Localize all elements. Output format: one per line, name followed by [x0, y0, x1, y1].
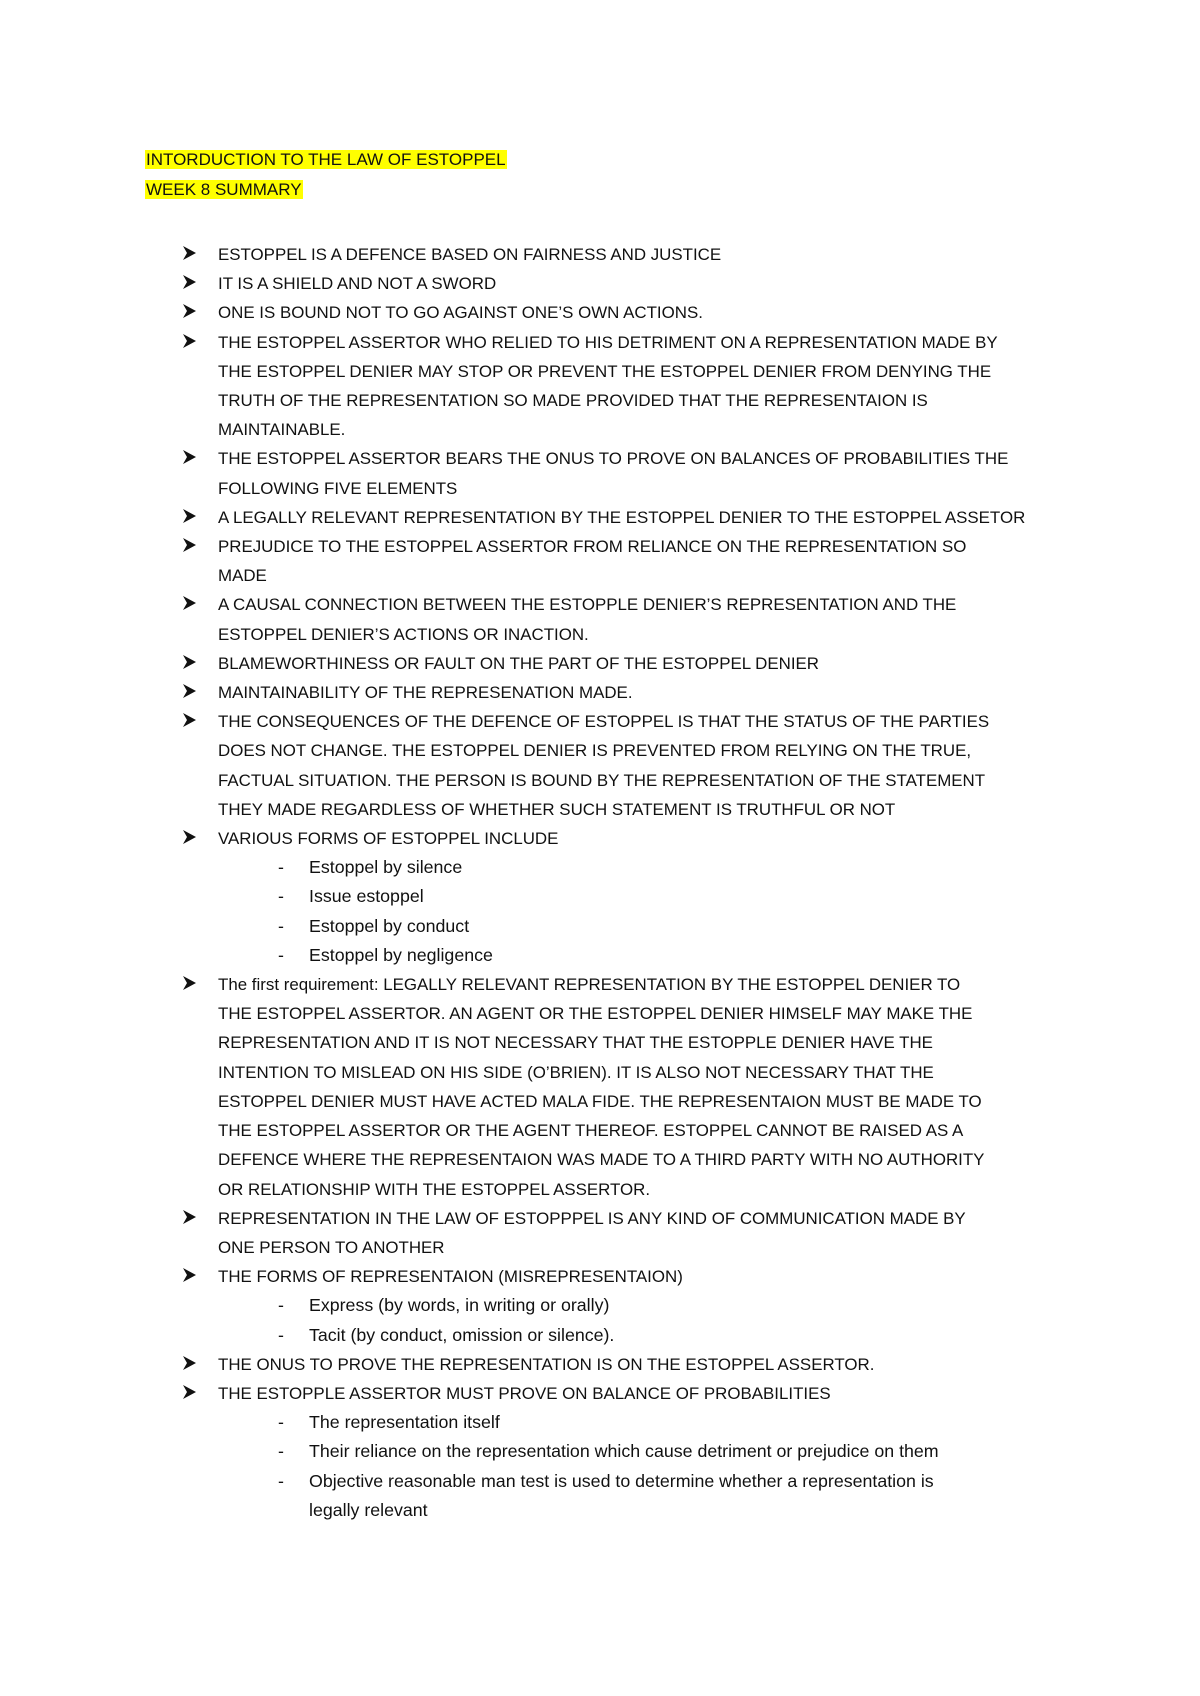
document-title	[145, 148, 507, 172]
title-text: INTORDUCTION TO THE LAW OF ESTOPPEL	[146, 150, 506, 169]
dash-bullet-icon: -	[278, 1441, 284, 1462]
sub-item-text-line: Their reliance on the representation which cause detriment or prejudice on them	[309, 1441, 939, 1462]
item-text-line: OR RELATIONSHIP WITH THE ESTOPPEL ASSERTOR.	[218, 1179, 651, 1199]
sub-item-text-line: Estoppel by conduct	[309, 915, 470, 936]
item-text-line: FACTUAL SITUATION. THE PERSON IS BOUND BY THE REPRESENTATION OF THE STATEMENT	[218, 770, 986, 790]
arrowhead-bullet-icon	[183, 679, 196, 708]
dash-bullet-icon: -	[278, 1295, 284, 1316]
item-text-line: DOES NOT CHANGE. THE ESTOPPEL DENIER IS PREVENTED FROM RELYING ON THE TRUE,	[218, 741, 972, 761]
item-text-line: A CAUSAL CONNECTION BETWEEN THE ESTOPPLE DENIER’S REPRESENTATION AND THE	[218, 595, 957, 615]
item-text-line: MAINTAINABLE.	[218, 420, 346, 440]
summary-list-item	[145, 240, 1080, 269]
sub-list-item	[145, 853, 1080, 882]
sub-list-item	[145, 1408, 1080, 1437]
summary-list-item	[145, 269, 1080, 298]
item-text-line: FOLLOWING FIVE ELEMENTS	[218, 478, 458, 498]
summary-list-item	[145, 1350, 1080, 1379]
arrowhead-bullet-icon	[183, 1263, 196, 1292]
item-text-line: ESTOPPEL IS A DEFENCE BASED ON FAIRNESS AND JUSTICE	[218, 245, 722, 264]
sub-list-item	[145, 941, 1080, 970]
sub-list-item	[145, 1437, 1080, 1466]
arrowhead-bullet-icon	[183, 270, 196, 299]
item-text-line: ESTOPPEL DENIER’S ACTIONS OR INACTION.	[218, 624, 589, 644]
sub-item-text-line: Express (by words, in writing or orally)	[309, 1295, 610, 1316]
summary-list-item	[145, 298, 1080, 327]
arrowhead-bullet-icon	[183, 533, 196, 562]
sub-list	[218, 1291, 1080, 1349]
summary-list-item	[145, 444, 1080, 502]
sub-item-text-line: Tacit (by conduct, omission or silence).	[309, 1324, 615, 1345]
sub-list-item	[145, 1467, 1080, 1525]
item-text-line: THE ESTOPPEL ASSERTOR WHO RELIED TO HIS DETRIMENT ON A REPRESENTATION MADE BY	[218, 332, 998, 352]
summary-list-item	[145, 649, 1080, 678]
dash-bullet-icon: -	[278, 1324, 284, 1345]
dash-bullet-icon: -	[278, 857, 284, 878]
summary-list-item	[145, 590, 1080, 648]
item-text-line: REPRESENTATION IN THE LAW OF ESTOPPPEL IS ANY KIND OF COMMUNICATION MADE BY	[218, 1208, 966, 1228]
summary-list-item	[145, 1379, 1080, 1525]
item-text-line: The first requirement: LEGALLY RELEVANT REPRESENTATION BY THE ESTOPPEL DENIER TO	[218, 975, 961, 995]
item-text-line: THE ESTOPPEL ASSERTOR. AN AGENT OR THE ESTOPPEL DENIER HIMSELF MAY MAKE THE	[218, 1004, 973, 1024]
sub-item-text-line: Issue estoppel	[309, 886, 424, 907]
sub-item-text-line: Estoppel by silence	[309, 857, 463, 878]
arrowhead-bullet-icon	[183, 1351, 196, 1380]
arrowhead-bullet-icon	[183, 971, 196, 1000]
arrowhead-bullet-icon	[183, 241, 196, 270]
summary-list-item	[145, 328, 1080, 445]
item-text-line: ESTOPPEL DENIER MUST HAVE ACTED MALA FIDE. THE REPRESENTAION MUST BE MADE TO	[218, 1091, 982, 1111]
item-text-line: ONE IS BOUND NOT TO GO AGAINST ONE’S OWN ACTIONS.	[218, 303, 703, 323]
sub-item-text-line: The representation itself	[309, 1412, 500, 1433]
item-text-line: THE ONUS TO PROVE THE REPRESENTATION IS ON THE ESTOPPEL ASSERTOR.	[218, 1354, 875, 1374]
summary-list-item	[145, 532, 1080, 590]
item-text-line: INTENTION TO MISLEAD ON HIS SIDE (O’BRIEN). IT IS ALSO NOT NECESSARY THAT THE	[218, 1062, 934, 1082]
document-subtitle	[145, 178, 303, 202]
arrowhead-bullet-icon	[183, 1205, 196, 1234]
item-text-line: VARIOUS FORMS OF ESTOPPEL INCLUDE	[218, 829, 559, 849]
arrowhead-bullet-icon	[183, 708, 196, 737]
sub-list-item	[145, 1321, 1080, 1350]
sub-item-text-line: Estoppel by negligence	[309, 944, 493, 965]
arrowhead-bullet-icon	[183, 591, 196, 620]
summary-list-item	[145, 707, 1080, 824]
summary-list-item	[145, 824, 1080, 970]
item-text-line: THE FORMS OF REPRESENTAION (MISREPRESENTAION)	[218, 1267, 683, 1287]
item-text-line: PREJUDICE TO THE ESTOPPEL ASSERTOR FROM RELIANCE ON THE REPRESENTATION SO	[218, 537, 967, 557]
item-text-line: IT IS A SHIELD AND NOT A SWORD	[218, 274, 497, 294]
sub-list	[218, 1408, 1080, 1525]
summary-list-item	[145, 503, 1080, 532]
sub-list-item	[145, 882, 1080, 911]
item-text-line: THE ESTOPPEL DENIER MAY STOP OR PREVENT THE ESTOPPEL DENIER FROM DENYING THE	[218, 361, 992, 381]
sub-item-text-line: Objective reasonable man test is used to determine whether a representation is	[309, 1470, 934, 1491]
item-text-line: TRUTH OF THE REPRESENTATION SO MADE PROVIDED THAT THE REPRESENTAION IS	[218, 391, 928, 411]
item-text-line: THE ESTOPPLE ASSERTOR MUST PROVE ON BALANCE OF PROBABILITIES	[218, 1383, 831, 1403]
sub-item-text-line: legally relevant	[309, 1499, 428, 1520]
item-text-line: THEY MADE REGARDLESS OF WHETHER SUCH STATEMENT IS TRUTHFUL OR NOT	[218, 799, 896, 819]
arrowhead-bullet-icon	[183, 445, 196, 474]
dash-bullet-icon: -	[278, 1470, 284, 1491]
item-text-line: DEFENCE WHERE THE REPRESENTAION WAS MADE TO A THIRD PARTY WITH NO AUTHORITY	[218, 1150, 985, 1170]
item-text-line: MADE	[218, 566, 267, 586]
item-text-line: THE CONSEQUENCES OF THE DEFENCE OF ESTOPPEL IS THAT THE STATUS OF THE PARTIES	[218, 712, 990, 732]
summary-list-item	[145, 970, 1080, 1204]
item-text-line: THE ESTOPPEL ASSERTOR BEARS THE ONUS TO PROVE ON BALANCES OF PROBABILITIES THE	[218, 449, 1009, 469]
arrowhead-bullet-icon	[183, 825, 196, 854]
summary-list-item	[145, 1204, 1080, 1262]
item-text-line: A LEGALLY RELEVANT REPRESENTATION BY THE ESTOPPEL DENIER TO THE ESTOPPEL ASSETOR	[218, 507, 1026, 527]
sub-list	[218, 853, 1080, 970]
summary-list-item	[145, 678, 1080, 707]
dash-bullet-icon: -	[278, 915, 284, 936]
item-text-line: REPRESENTATION AND IT IS NOT NECESSARY THAT THE ESTOPPLE DENIER HAVE THE	[218, 1033, 933, 1053]
item-text-line: THE ESTOPPEL ASSERTOR OR THE AGENT THEREOF. ESTOPPEL CANNOT BE RAISED AS A	[218, 1121, 964, 1141]
subtitle-text: WEEK 8 SUMMARY	[146, 180, 302, 199]
item-text-line: MAINTAINABILITY OF THE REPRESENATION MADE.	[218, 683, 633, 703]
summary-list-item	[145, 1262, 1080, 1350]
dash-bullet-icon: -	[278, 1412, 284, 1433]
arrowhead-bullet-icon	[183, 504, 196, 533]
arrowhead-bullet-icon	[183, 329, 196, 358]
sub-list-item	[145, 912, 1080, 941]
arrowhead-bullet-icon	[183, 299, 196, 328]
arrowhead-bullet-icon	[183, 650, 196, 679]
item-text-line: BLAMEWORTHINESS OR FAULT ON THE PART OF THE ESTOPPEL DENIER	[218, 653, 819, 673]
item-text-line: ONE PERSON TO ANOTHER	[218, 1237, 445, 1257]
summary-list	[145, 240, 1080, 1525]
dash-bullet-icon: -	[278, 944, 284, 965]
sub-list-item	[145, 1291, 1080, 1320]
arrowhead-bullet-icon	[183, 1380, 196, 1409]
dash-bullet-icon: -	[278, 886, 284, 907]
